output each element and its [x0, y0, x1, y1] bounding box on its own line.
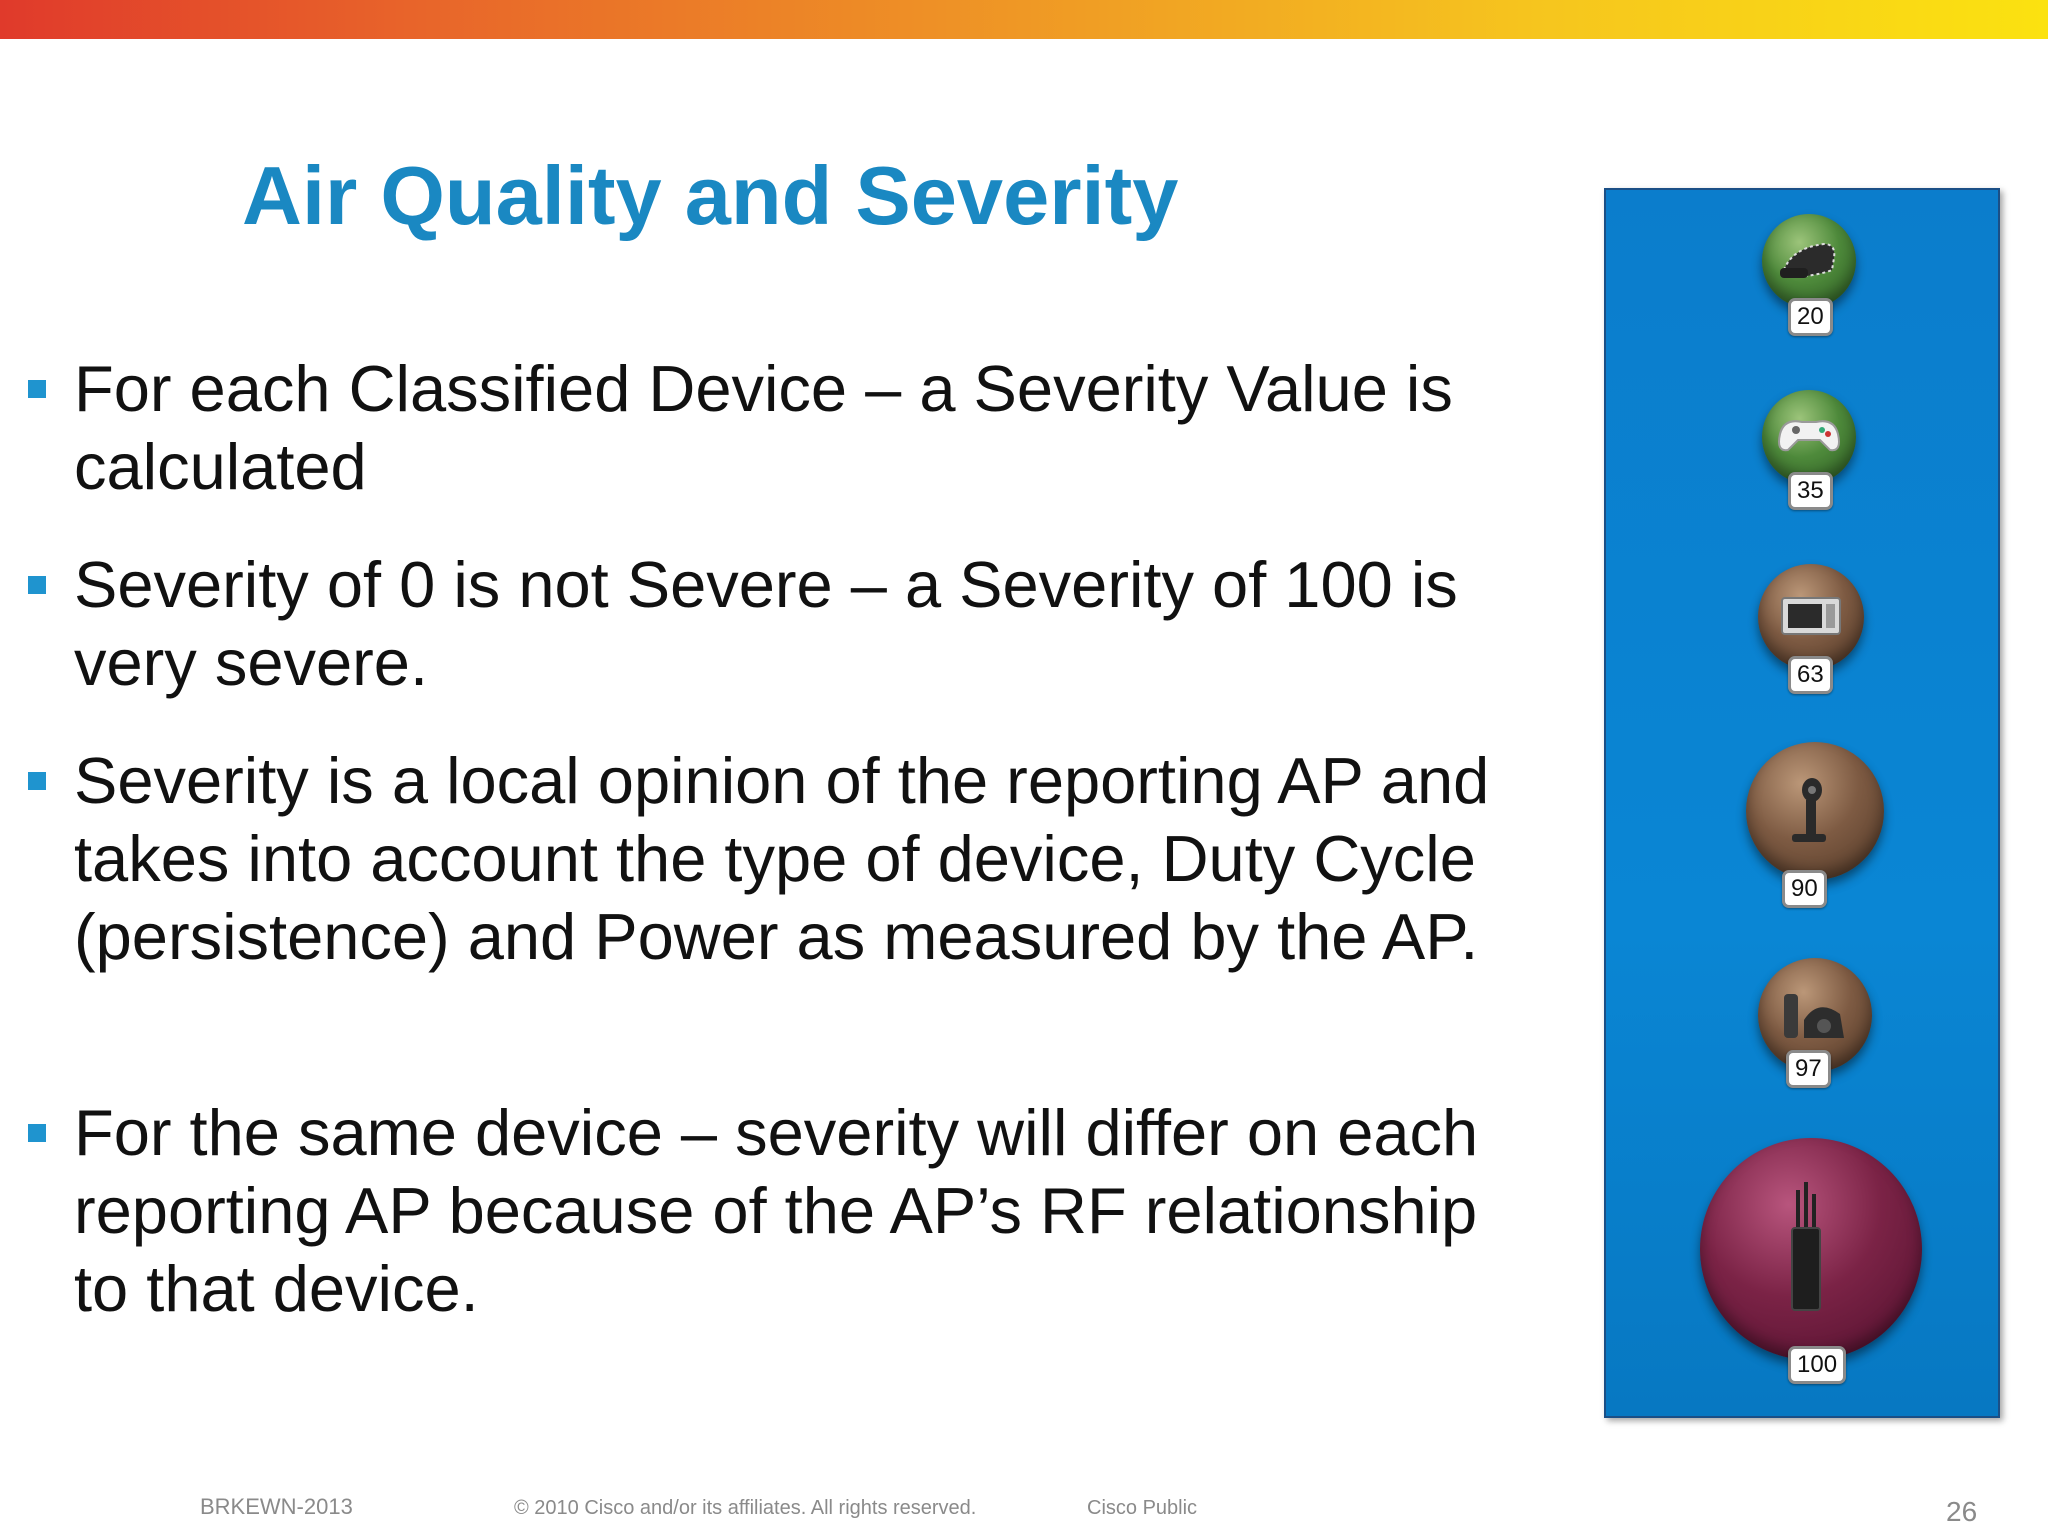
microwave-icon: [1758, 564, 1864, 670]
slide-title: Air Quality and Severity: [242, 149, 1179, 242]
video-camera-icon: [1746, 742, 1884, 880]
severity-badge: 97: [1786, 1050, 1831, 1088]
bullet-square-icon: [28, 380, 46, 398]
copyright-notice: © 2010 Cisco and/or its affiliates. All rights reserved.: [514, 1497, 977, 1519]
headset-icon: [1762, 214, 1856, 308]
bullet-text: Severity of 0 is not Severe – a Severity of 100 is very severe.: [74, 548, 1458, 699]
game-controller-icon: [1762, 390, 1856, 484]
jammer-icon: [1700, 1138, 1922, 1360]
classification-label: Cisco Public: [1087, 1497, 1198, 1519]
bullet-square-icon: [28, 772, 46, 790]
severity-panel: [1604, 188, 2000, 1418]
top-gradient-bar: [0, 0, 2048, 39]
severity-badge: 35: [1788, 472, 1833, 510]
bullet-text: For each Classified Device – a Severity Value is calculated: [74, 352, 1453, 503]
bullet-square-icon: [28, 1124, 46, 1142]
bullet-square-icon: [28, 576, 46, 594]
severity-badge: 90: [1782, 870, 1827, 908]
session-code: BRKEWN-2013: [200, 1494, 353, 1519]
page-number: 26: [1946, 1496, 1978, 1527]
severity-badge: 63: [1788, 656, 1833, 694]
bullet-text: For the same device – severity will differ on each reporting AP because of the AP’s RF relationship to that device.: [74, 1096, 1479, 1325]
severity-badge: 20: [1788, 298, 1833, 336]
severity-badge: 100: [1788, 1346, 1846, 1384]
bullet-text: Severity is a local opinion of the reporting AP and takes into account the type of device, Duty Cycle (persistence) and Power as measured by the AP.: [74, 744, 1490, 973]
